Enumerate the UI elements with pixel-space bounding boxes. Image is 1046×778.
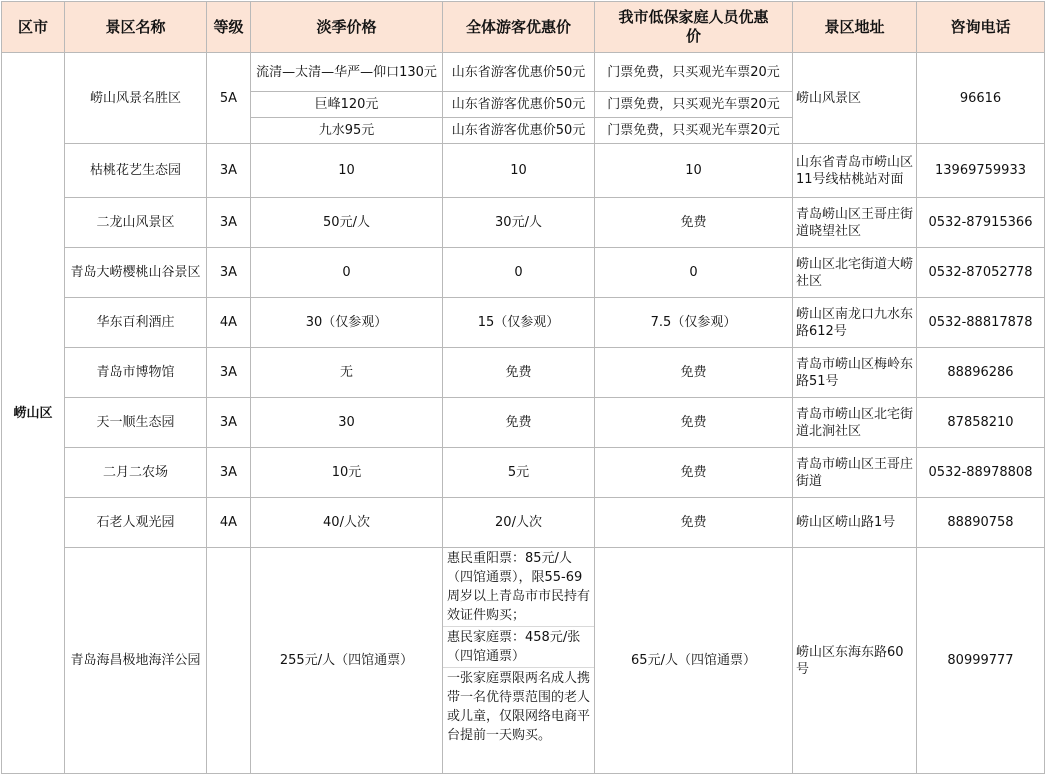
tourist-price: 5元 [443,448,595,498]
note-senior-ticket: 惠民重阳票：85元/人（四馆通票），限55-69周岁以上青岛市市民持有效证件购买； [443,548,594,627]
offseason-price: 255元/人（四馆通票） [251,548,443,774]
offseason-price: 50元/人 [251,198,443,248]
scenic-level: 3A [207,248,251,298]
offseason-price: 无 [251,348,443,398]
scenic-address: 崂山区北宅街道大崂社区 [793,248,917,298]
scenic-name: 天一顺生态园 [65,398,207,448]
lowincome-price: 65元/人（四馆通票） [595,548,793,774]
tourist-price: 0 [443,248,595,298]
offseason-price: 10元 [251,448,443,498]
scenic-name: 青岛市博物馆 [65,348,207,398]
lowincome-price: 免费 [595,498,793,548]
header-tourist: 全体游客优惠价 [443,2,595,53]
tourist-price: 30元/人 [443,198,595,248]
scenic-name: 二月二农场 [65,448,207,498]
scenic-phone: 80999777 [917,548,1045,774]
scenic-address: 青岛市崂山区梅岭东路51号 [793,348,917,398]
table-row [2,53,1045,92]
header-offseason: 淡季价格 [251,2,443,53]
table-row [2,498,1045,548]
scenic-level: 3A [207,144,251,198]
tourist-price-notes [443,548,595,774]
header-phone: 咨询电话 [917,2,1045,53]
offseason-price: 10 [251,144,443,198]
scenic-level: 3A [207,398,251,448]
scenic-name: 枯桃花艺生态园 [65,144,207,198]
table-row [2,298,1045,348]
lowincome-price: 门票免费，只买观光车票20元 [595,118,793,144]
tourist-price: 免费 [443,398,595,448]
scenic-address: 青岛市崂山区王哥庄街道 [793,448,917,498]
offseason-price: 九水95元 [251,118,443,144]
scenic-phone: 88896286 [917,348,1045,398]
scenic-name: 石老人观光园 [65,498,207,548]
scenic-name: 青岛海昌极地海洋公园 [65,548,207,774]
tourist-price: 山东省游客优惠价50元 [443,92,595,118]
scenic-level: 3A [207,448,251,498]
scenic-name: 崂山风景名胜区 [65,53,207,144]
offseason-price: 0 [251,248,443,298]
tourist-price: 10 [443,144,595,198]
tourist-price: 山东省游客优惠价50元 [443,53,595,92]
table-row [2,548,1045,774]
header-row [2,2,1045,53]
scenic-name: 青岛大崂樱桃山谷景区 [65,248,207,298]
offseason-price: 40/人次 [251,498,443,548]
scenic-level: 4A [207,498,251,548]
scenic-level [207,548,251,774]
table-row [2,398,1045,448]
tourist-price: 免费 [443,348,595,398]
scenic-phone: 13969759933 [917,144,1045,198]
header-district: 区市 [2,2,65,53]
offseason-price: 30（仅参观） [251,298,443,348]
scenic-phone: 0532-87052778 [917,248,1045,298]
scenic-phone: 0532-87915366 [917,198,1045,248]
lowincome-price: 10 [595,144,793,198]
scenic-address: 山东省青岛市崂山区11号线枯桃站对面 [793,144,917,198]
scenic-address: 青岛市崂山区北宅街道北涧社区 [793,398,917,448]
tourist-price: 15（仅参观） [443,298,595,348]
note-family-ticket: 惠民家庭票：458元/张（四馆通票） [443,627,594,668]
table-row [2,198,1045,248]
lowincome-price: 免费 [595,198,793,248]
table-row [2,144,1045,198]
note-family-rule: 一张家庭票限两名成人携带一名优待票范围的老人或儿童，仅限网络电商平台提前一天购买。 [447,671,591,743]
scenic-address: 崂山区南龙口九水东路612号 [793,298,917,348]
lowincome-price: 0 [595,248,793,298]
table-row [2,448,1045,498]
header-address: 景区地址 [793,2,917,53]
scenic-level: 4A [207,298,251,348]
lowincome-price: 免费 [595,398,793,448]
lowincome-price: 7.5（仅参观） [595,298,793,348]
district-cell: 崂山区 [2,53,65,774]
scenic-address: 崂山区东海东路60号 [793,548,917,774]
table-row [2,348,1045,398]
scenic-address: 崂山区崂山路1号 [793,498,917,548]
table-row [2,248,1045,298]
header-level: 等级 [207,2,251,53]
scenic-phone: 0532-88978808 [917,448,1045,498]
tourist-price: 山东省游客优惠价50元 [443,118,595,144]
scenic-phone: 88890758 [917,498,1045,548]
header-lowincome: 我市低保家庭人员优惠价 [595,2,793,53]
scenic-name: 二龙山风景区 [65,198,207,248]
scenic-price-table [1,1,1045,774]
scenic-address: 青岛崂山区王哥庄街道晓望社区 [793,198,917,248]
scenic-level: 3A [207,198,251,248]
scenic-address: 崂山风景区 [793,53,917,144]
offseason-price: 流清—太清—华严—仰口130元 [251,53,443,92]
lowincome-price: 门票免费，只买观光车票20元 [595,53,793,92]
scenic-level: 5A [207,53,251,144]
scenic-phone: 96616 [917,53,1045,144]
scenic-level: 3A [207,348,251,398]
lowincome-price: 门票免费，只买观光车票20元 [595,92,793,118]
scenic-phone: 0532-88817878 [917,298,1045,348]
offseason-price: 巨峰120元 [251,92,443,118]
lowincome-price: 免费 [595,348,793,398]
tourist-price: 20/人次 [443,498,595,548]
offseason-price: 30 [251,398,443,448]
scenic-name: 华东百利酒庄 [65,298,207,348]
scenic-phone: 87858210 [917,398,1045,448]
lowincome-price: 免费 [595,448,793,498]
header-name: 景区名称 [65,2,207,53]
